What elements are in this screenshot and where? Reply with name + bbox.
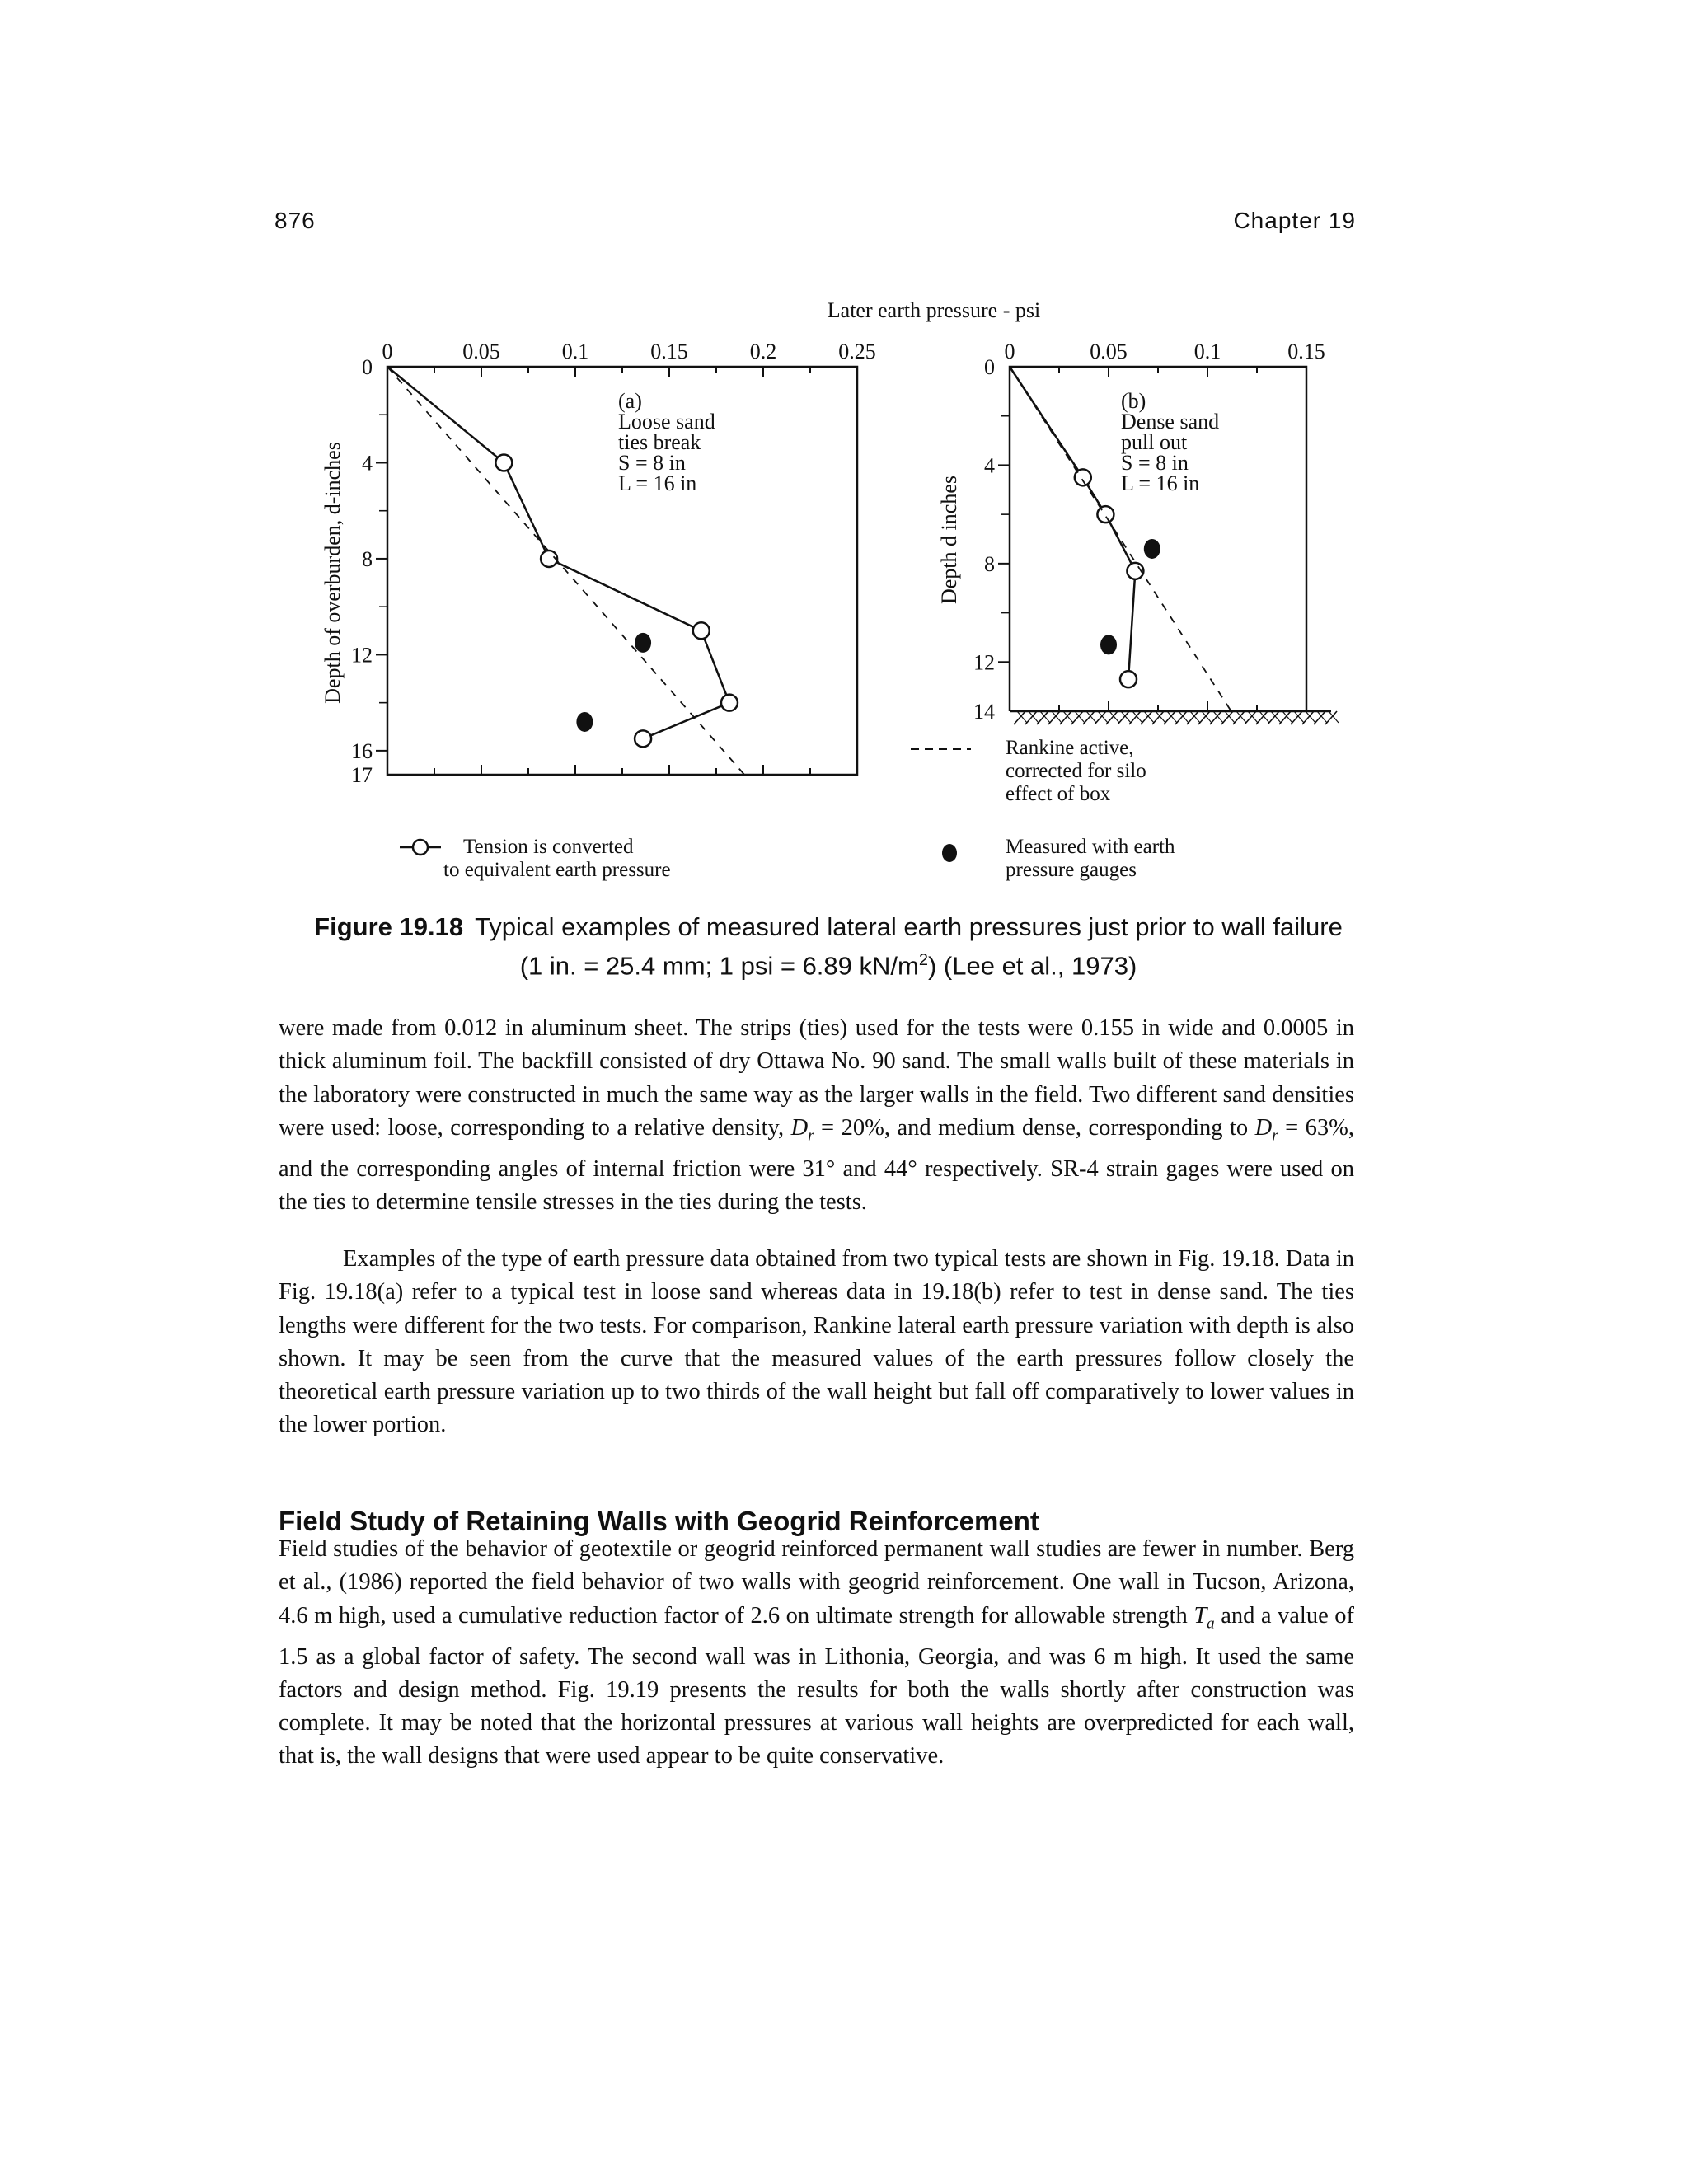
paragraph-3-text-a: Field studies of the behavior of geotextile or geogrid reinforced permanent wall studies are fewer in number. Berg et al., (1986) reported the field behavior of two walls with geogrid reinforcement. One wall in Tucson, Arizona, 4.6 m high, used a cumulative reduction factor of 2.6 on ultimate strength for allowable strength: [279, 1536, 1354, 1629]
ground-hatching: [1014, 711, 1339, 724]
x-tick-label: 0.2: [749, 340, 777, 363]
y-tick-label: 16: [351, 738, 373, 763]
dr-symbol-1: D: [790, 1114, 809, 1141]
y-axis-label: Depth d inches: [937, 476, 961, 604]
legend-open-circle-symbol: [413, 840, 428, 855]
legend-tension-label: Tension is converted: [463, 836, 634, 858]
legend-gauge-label-2: pressure gauges: [1006, 859, 1137, 881]
y-tick-label: 4: [362, 451, 373, 476]
y-tick-label: 0: [362, 355, 373, 379]
tension-data-point: [1120, 671, 1137, 687]
panel-a: [321, 340, 876, 787]
panel-annotation-line: S = 8 in: [618, 451, 686, 475]
y-tick-label: 8: [362, 546, 373, 571]
x-tick-label: 0: [382, 340, 393, 363]
chapter-label: Chapter 19: [1233, 208, 1356, 233]
paragraph-1-text-a: were made from 0.012 in aluminum sheet. The strips (ties) used for the tests were 0.155 in wide and 0.0005 in thick aluminum foil. The backfill consisted of dry Ottawa No. 90 sand. The small walls built of these materials in the laboratory were constructed in much the same way as the larger walls in the field. Two different sand densities were used: loose, corresponding to a relative density,: [279, 1015, 1354, 1141]
x-tick-label: 0.25: [838, 340, 876, 363]
y-tick-label: 12: [973, 650, 995, 675]
x-tick-label: 0: [1004, 340, 1015, 363]
x-tick-label: 0.1: [1193, 340, 1221, 363]
y-tick-label: 0: [984, 355, 995, 379]
tension-data-point: [635, 730, 651, 747]
gauge-data-point: [635, 633, 651, 653]
panel-annotation-line: Loose sand: [618, 410, 715, 434]
x-tick-label: 0.05: [462, 340, 500, 363]
panel-annotation-line: L = 16 in: [1121, 471, 1200, 495]
top-axis-title: Later earth pressure - psi: [827, 298, 1041, 322]
paragraph-1-text-c: = 63%, and the corresponding angles of internal friction were 31° and 44° respectively. SR-4 strain gages were used on the ties to determine tensile stresses in the ties during the tests.: [279, 1114, 1355, 1216]
legend-gauge-label: Measured with earth: [1006, 836, 1175, 858]
dr-subscript-2: r: [1272, 1127, 1278, 1145]
paragraph-2: Examples of the type of earth pressure data obtained from two typical tests are shown in Fig. 19.18. Data in Fig. 19.18(a) refer to a typical test in loose sand whereas data in 19.18(b) refer to test in dense sand. The ties lengths were different for the two tests. For comparison, Rankine lateral earth pressure variation with depth is also shown. It may be seen from the curve that the measured values of the earth pressures follow closely the theoretical earth pressure variation up to two thirds of the wall height but fall off comparatively to lower values in the lower portion.: [279, 1246, 1354, 1438]
ta-subscript: a: [1207, 1615, 1215, 1633]
panel-annotation-line: Dense sand: [1121, 410, 1220, 434]
panel-annotation-line: pull out: [1121, 430, 1188, 454]
panel-annotation-line: ties break: [618, 430, 701, 454]
x-tick-label: 0.05: [1090, 340, 1128, 363]
figure-caption-label: Figure 19.18: [314, 912, 464, 941]
dr-symbol-2: D: [1254, 1114, 1273, 1141]
y-tick-label: 12: [351, 643, 373, 668]
gauge-data-point: [576, 712, 593, 732]
rankine-label-2: corrected for silo: [1006, 760, 1146, 782]
tension-series-line: [1010, 367, 1135, 679]
figure-caption-text: Typical examples of measured lateral earth pressures just prior to wall failure (1 in. = 25.4 mm; 1 psi = 6.89 kN/m: [475, 912, 1343, 981]
y-tick-label: 4: [984, 453, 995, 478]
panel-annotation-line: (b): [1121, 389, 1146, 413]
page-number: 876: [274, 208, 316, 233]
tension-data-point: [495, 454, 512, 471]
legend-filled-circle-symbol: [942, 844, 957, 862]
x-tick-label: 0.15: [650, 340, 688, 363]
legend-tension-label-2: to equivalent earth pressure: [443, 859, 671, 881]
figure-caption-text-end: ) (Lee et al., 1973): [927, 951, 1137, 981]
y-tick-label: 14: [973, 700, 995, 724]
y-tick-label: 17: [351, 763, 373, 787]
figure-legend: [400, 737, 1175, 881]
panel-b: [937, 340, 1339, 724]
x-tick-label: 0.15: [1287, 340, 1325, 363]
ta-symbol: T: [1193, 1602, 1207, 1629]
paragraph-1-text-b: = 20%, and medium dense, corresponding to: [821, 1114, 1249, 1141]
figure-19-18: [305, 293, 1376, 894]
gauge-data-point: [1100, 635, 1117, 654]
panel-annotation-line: (a): [618, 389, 642, 413]
paragraph-1: [279, 1012, 1354, 1219]
paragraph-3-text-b: and a value of 1.5 as a global factor of safety. The second wall was in Lithonia, Georgia, and was 6 m high. It used the same factors and design method. Fig. 19.19 presents the results for both the walls shortly after construction was complete. It may be noted that the horizontal pressures at various wall heights are overpredicted for each wall, that is, the wall designs that were used appear to be quite conservative.: [279, 1602, 1354, 1769]
paragraph-3: [279, 1533, 1354, 1774]
y-axis-label: Depth of overburden, d-inches: [321, 442, 345, 704]
tension-data-point: [693, 622, 710, 639]
x-tick-label: 0.1: [561, 340, 589, 363]
panel-annotation-line: S = 8 in: [1121, 451, 1189, 475]
tension-data-point: [1097, 506, 1114, 523]
rankine-label-1: Rankine active,: [1006, 737, 1134, 759]
figure-caption: [313, 911, 1343, 982]
tension-data-point: [721, 695, 738, 711]
running-header: [274, 208, 1356, 241]
panel-annotation-line: L = 16 in: [618, 471, 697, 495]
caption-superscript: 2: [918, 951, 928, 969]
dr-subscript-1: r: [808, 1127, 814, 1145]
section-heading: Field Study of Retaining Walls with Geogrid Reinforcement: [279, 1506, 1039, 1536]
gauge-data-point: [1144, 539, 1160, 559]
y-tick-label: 8: [984, 551, 995, 576]
rankine-label-3: effect of box: [1006, 783, 1111, 805]
